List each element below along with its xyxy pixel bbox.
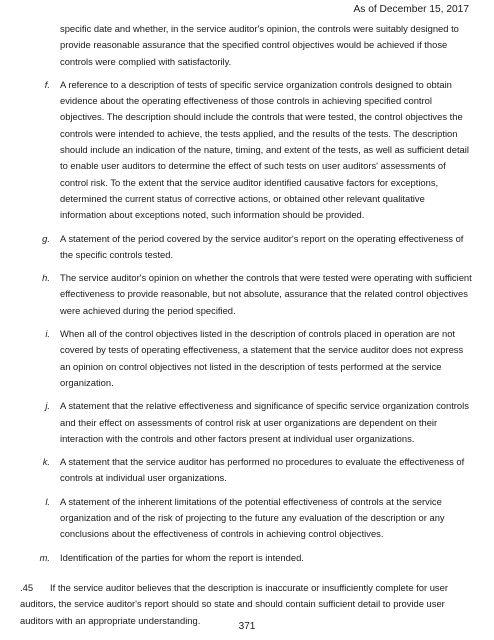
paragraph-number: .45	[20, 581, 34, 593]
list-item-i	[0, 326, 494, 391]
continuation-text: specific date and whether, in the service auditor's opinion, the controls were suitably designed to provide reasonable assurance that the specified control objectives would be achieved if those controls were complied with satisfactorily.	[60, 23, 459, 67]
item-text: A reference to a description of tests of specific service organization controls designed to obtain evidence about the operating effectiveness of those controls in achieving specified control objectives. The description should include the controls that were tested, the control objectives the controls were intended to achieve, the tests applied, and the results of the tests. The description should include an indication of the nature, timing, and extent of the tests, as well as sufficient detail to enable user auditors to determine the effect of such tests on user auditors' assessments of control risk. To the extent that the service auditor identified causative factors for exceptions, determined the current status of corrective actions, or obtained other relevant qualitative information about exceptions noted, such information should be provided.	[60, 78, 469, 221]
list-item-f	[0, 77, 494, 224]
page-header-date: As of December 15, 2017	[353, 4, 469, 15]
item-letter: k.	[42, 456, 50, 468]
item-letter: h.	[42, 272, 50, 284]
item-letter: g.	[42, 232, 50, 244]
item-text: A statement that the service auditor has performed no procedures to evaluate the effectiveness of controls at individual user organizations.	[60, 456, 465, 484]
item-letter: f.	[44, 78, 50, 90]
list-item-j	[0, 398, 494, 447]
item-text: A statement of the period covered by the service auditor's report on the operating effectiveness of the specific controls tested.	[60, 232, 464, 260]
list-item-continuation	[0, 21, 494, 70]
item-text: A statement that the relative effectiveness and significance of specific service organization controls and their effect on assessments of control risk at user organizations are dependent on their interaction with the controls and other factors present at individual user organizations.	[60, 400, 469, 444]
item-text: When all of the control objectives listed in the description of controls placed in operation are not covered by tests of operating effectiveness, a statement that the service auditor does not express an opinion on control objectives not listed in the description of tests performed at the service organization.	[60, 328, 464, 388]
list-item-g	[0, 231, 494, 264]
document-body	[0, 21, 494, 629]
item-letter: i.	[45, 328, 50, 340]
item-text: A statement of the inherent limitations of the potential effectiveness of controls at the service organization and of the risk of projecting to the future any evaluation of the description or any conclusions about the effectiveness of controls in achieving control objectives.	[60, 495, 445, 540]
paragraph-text: If the service auditor believes that the description is inaccurate or insufficiently complete for user auditors, the service auditor's report should so state and should contain sufficient detail to provide user auditors with an appropriate understanding.	[20, 581, 448, 626]
item-text: Identification of the parties for whom the report is intended.	[60, 551, 304, 563]
item-text: The service auditor's opinion on whether the controls that were tested were operating with sufficient effectiveness to provide reasonable, but not absolute, assurance that the related control objectives were achieved during the period specified.	[60, 272, 472, 316]
list-item-l	[0, 494, 494, 543]
page-number: 371	[238, 621, 256, 632]
list-item-k	[0, 454, 494, 487]
list-item-m	[0, 550, 494, 566]
item-letter: l.	[45, 495, 50, 507]
list-item-h	[0, 270, 494, 319]
item-letter: m.	[39, 551, 50, 563]
item-letter: j.	[45, 400, 50, 412]
